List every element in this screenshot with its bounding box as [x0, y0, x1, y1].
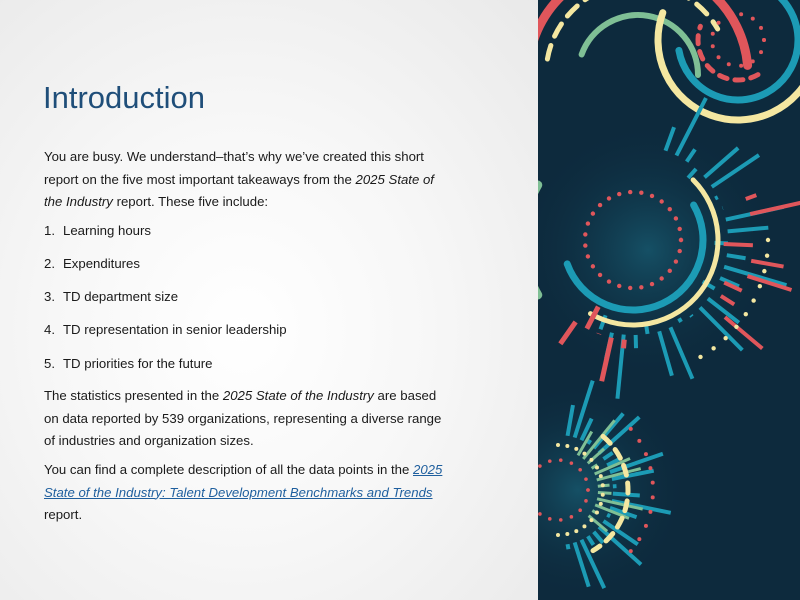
- decor-dot: [583, 232, 587, 236]
- decor-dot: [717, 21, 721, 25]
- decor-dot: [734, 325, 738, 329]
- stats-paragraph: [44, 385, 454, 453]
- decor-dot: [586, 221, 590, 225]
- decor-dot: [617, 284, 621, 288]
- decor-dot: [556, 443, 560, 447]
- decor-dot: [548, 459, 552, 463]
- stats-text-end: are based on data reported by 539 organizations, representing a diverse range of industries and organization sizes.: [44, 388, 442, 448]
- list-item: [44, 255, 140, 273]
- decor-ray: [724, 244, 753, 245]
- decor-dot: [711, 346, 715, 350]
- decor-dot: [674, 259, 678, 263]
- decor-dot: [651, 481, 655, 485]
- decor-dot: [759, 26, 763, 30]
- decor-dot: [639, 285, 643, 289]
- decor-dot: [739, 64, 743, 68]
- decor-dot: [570, 515, 574, 519]
- decor-dot: [648, 510, 652, 514]
- list-number: 5.: [44, 356, 55, 371]
- decor-dot: [698, 355, 702, 359]
- decor-dot: [648, 466, 652, 470]
- decor-dot: [578, 468, 582, 472]
- decor-dot: [651, 495, 655, 499]
- decor-dot: [548, 517, 552, 521]
- list-label: Learning hours: [63, 223, 151, 238]
- decor-dot: [711, 44, 715, 48]
- decor-dot: [751, 59, 755, 63]
- decor-dot: [586, 488, 590, 492]
- decor-dot: [644, 452, 648, 456]
- decor-dot: [679, 238, 683, 242]
- closing-text: You can find a complete description of all the data points in the: [44, 462, 414, 477]
- decor-dot: [565, 532, 569, 536]
- intro-text-end: report. These five include:: [112, 194, 269, 209]
- decor-dot: [538, 464, 542, 468]
- decor-dot: [766, 238, 770, 242]
- page-title: Introduction: [43, 80, 205, 115]
- list-item: [44, 355, 213, 373]
- decor-dot: [582, 452, 586, 456]
- closing-text-end: report.: [44, 507, 83, 522]
- decor-dot: [678, 249, 682, 253]
- decor-dot: [538, 512, 542, 516]
- decor-dot: [595, 466, 599, 470]
- report-title-italic: 2025 State of the Industry: [44, 171, 434, 209]
- decor-dot: [711, 32, 715, 36]
- decor-dot: [668, 269, 672, 273]
- decor-dot: [739, 12, 743, 16]
- decor-dot: [556, 533, 560, 537]
- decor-dot: [628, 190, 632, 194]
- decor-dot: [659, 199, 663, 203]
- list-label: TD department size: [63, 289, 179, 304]
- list-number: 2.: [44, 256, 55, 271]
- report-title-italic: 2025 State of the Industry: [222, 388, 374, 403]
- decor-dot: [674, 216, 678, 220]
- closing-paragraph: [44, 459, 454, 527]
- decor-dot: [727, 14, 731, 18]
- decor-dot: [765, 253, 769, 257]
- list-item: [44, 222, 151, 240]
- decor-dot: [582, 524, 586, 528]
- decor-dot: [723, 336, 727, 340]
- decor-dot: [591, 264, 595, 268]
- decor-dot: [599, 502, 603, 506]
- decor-ray: [691, 315, 692, 316]
- decor-dot: [637, 439, 641, 443]
- decor-dot: [591, 211, 595, 215]
- intro-text: You are busy. We understand–that’s why we’ve created this short report on the five most important takeaways from the: [44, 149, 424, 187]
- decor-dot: [650, 282, 654, 286]
- decor-dot: [668, 207, 672, 211]
- decor-ray: [607, 515, 610, 516]
- decor-ray: [679, 318, 681, 322]
- list-label: TD priorities for the future: [63, 356, 213, 371]
- decor-dot: [629, 427, 633, 431]
- decor-dot: [599, 474, 603, 478]
- list-item: [44, 321, 287, 339]
- decor-dot: [559, 518, 563, 522]
- decor-dot: [629, 549, 633, 553]
- decor-dot: [751, 298, 755, 302]
- decor-dot: [589, 518, 593, 522]
- decor-dot: [762, 38, 766, 42]
- decor-dot: [717, 55, 721, 59]
- decor-dot: [565, 444, 569, 448]
- decor-dot: [598, 273, 602, 277]
- decor-dot: [589, 458, 593, 462]
- decor-dot: [586, 254, 590, 258]
- decor-dot: [678, 227, 682, 231]
- decor-ray: [624, 340, 625, 349]
- decor-dot: [644, 524, 648, 528]
- intro-paragraph: [44, 146, 454, 214]
- decor-dot: [601, 493, 605, 497]
- decor-dot: [584, 477, 588, 481]
- decor-dot: [751, 17, 755, 21]
- burst-top: [538, 0, 800, 120]
- decor-dot: [583, 243, 587, 247]
- decor-dot: [637, 537, 641, 541]
- decor-dot: [607, 279, 611, 283]
- decor-dot: [617, 192, 621, 196]
- list-number: 1.: [44, 223, 55, 238]
- decor-dot: [659, 276, 663, 280]
- decor-dot: [758, 284, 762, 288]
- decor-dot: [598, 203, 602, 207]
- decor-dot: [762, 269, 766, 273]
- decor-dot: [607, 196, 611, 200]
- decor-dot: [578, 508, 582, 512]
- decor-dot: [570, 461, 574, 465]
- report-link[interactable]: 2025 State of the Industry: Talent Development Benchmarks and Trends: [44, 462, 443, 500]
- decor-dot: [595, 511, 599, 515]
- decor-dot: [601, 483, 605, 487]
- decor-ray: [598, 493, 612, 494]
- list-label: Expenditures: [63, 256, 140, 271]
- decor-ray: [568, 544, 569, 549]
- burst-art: [538, 0, 800, 600]
- decor-dot: [639, 191, 643, 195]
- decor-dot: [559, 458, 563, 462]
- list-number: 3.: [44, 289, 55, 304]
- decor-dot: [744, 312, 748, 316]
- decor-dot: [727, 62, 731, 66]
- decor-dot: [574, 529, 578, 533]
- list-item: [44, 288, 178, 306]
- stats-text: The statistics presented in the: [44, 388, 223, 403]
- list-label: TD representation in senior leadership: [63, 322, 287, 337]
- decor-dot: [759, 50, 763, 54]
- decor-dot: [650, 194, 654, 198]
- list-number: 4.: [44, 322, 55, 337]
- decor-dot: [628, 286, 632, 290]
- decor-dot: [584, 499, 588, 503]
- decor-ray: [715, 197, 718, 198]
- decorative-panel: [538, 0, 800, 600]
- decor-dot: [574, 447, 578, 451]
- decor-arc: [679, 0, 798, 100]
